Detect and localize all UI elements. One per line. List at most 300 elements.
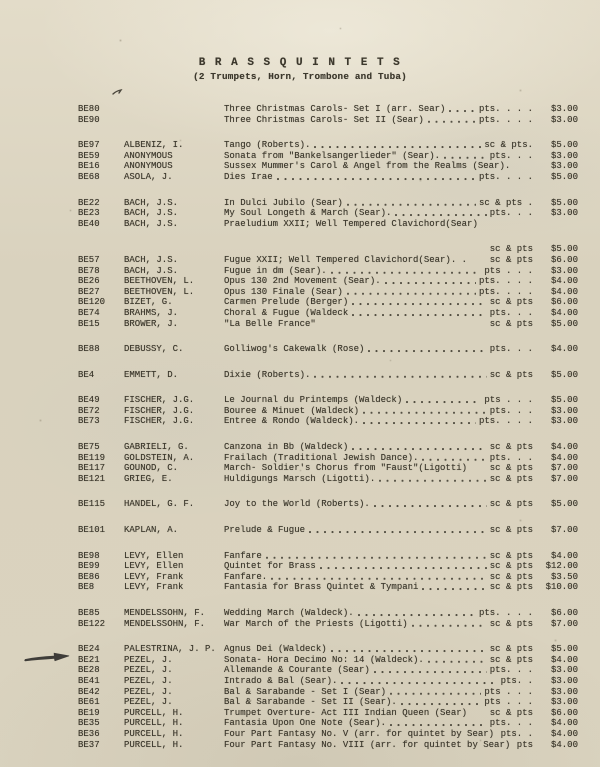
catalog-code: BE90 [78, 114, 100, 125]
catalog-code: BE80 [78, 104, 100, 114]
catalog-code: BE41 [78, 675, 100, 686]
dot-leader [470, 708, 487, 719]
price-label: $3.00 [550, 114, 578, 125]
piece-title: Intrado & Bal (Sear). [224, 675, 338, 686]
composer-name: BACH, J.S. [124, 254, 179, 265]
piece-title: In Dulci Jubilo (Sear) [224, 197, 343, 208]
dot-leader [421, 582, 486, 593]
catalog-code: BE24 [78, 644, 100, 655]
catalog-group [78, 140, 578, 182]
catalog-code: BE36 [78, 728, 100, 739]
catalog-row [78, 665, 578, 676]
catalog-group [78, 370, 578, 381]
catalog-row [78, 608, 578, 619]
catalog-group [78, 499, 578, 510]
price-label: $3.50 [550, 571, 578, 582]
catalog-code: BE21 [78, 654, 100, 665]
price-label: $3.00 [550, 104, 578, 114]
catalog-code: BE115 [78, 499, 106, 510]
catalog-code: BE61 [78, 697, 100, 708]
catalog-code: BE97 [78, 140, 100, 151]
catalog-group [78, 395, 578, 427]
catalog-group [78, 442, 578, 484]
composer-name: BEETHOVEN, L. [124, 276, 195, 287]
dot-leader [276, 172, 476, 183]
price-label: $5.00 [550, 244, 578, 255]
composer-name: BROWER, J. [124, 318, 179, 329]
price-label: $3.00 [550, 675, 578, 686]
composer-name: PEZEL, J. [124, 686, 173, 697]
piece-title: Opus 130 Finale (Sear) [224, 286, 343, 297]
composer-name: PURCELL, H. [124, 718, 184, 729]
price-label: $4.00 [550, 344, 578, 355]
price-label: $4.00 [550, 286, 578, 297]
supply-label: pts. . . [489, 150, 533, 161]
supply-label: pts. . . . [478, 104, 533, 114]
catalog-row [78, 319, 578, 330]
composer-name: BACH, J.S. [124, 197, 179, 208]
dot-leader [351, 442, 487, 453]
dot-leader [378, 474, 487, 485]
dot-leader [389, 687, 481, 698]
composer-name: GOUNOD, C. [124, 463, 179, 474]
dot-leader [427, 115, 476, 126]
piece-title: Four Part Fantasy No. V (arr. for quintet by Sear) [224, 728, 495, 739]
piece-title: Sonata- Hora Decimo No: 14 (Waldeck). [224, 654, 424, 665]
catalog-row [78, 474, 578, 485]
dot-leader [384, 276, 476, 287]
dot-leader [427, 655, 487, 666]
catalog-row [78, 370, 578, 381]
supply-label: pts. . . [489, 718, 533, 729]
dot-leader [513, 740, 514, 751]
supply-label: pts. . . [489, 452, 533, 463]
catalog-code: BE40 [78, 218, 100, 229]
catalog-row [78, 499, 578, 510]
catalog-code: BE37 [78, 739, 100, 750]
price-label: $4.00 [550, 307, 578, 318]
supply-label: sc & pts [489, 254, 533, 265]
piece-title: Dies Irae [224, 171, 273, 182]
price-label: $5.00 [550, 644, 578, 655]
catalog-row [78, 297, 578, 308]
price-label: $4.00 [550, 728, 578, 739]
catalog-code: BE26 [78, 276, 100, 287]
price-label: $7.00 [550, 618, 578, 629]
price-label: $3.00 [550, 665, 578, 676]
catalog-row [78, 697, 578, 708]
supply-label: pts . . . [484, 686, 533, 697]
dot-leader [405, 395, 481, 406]
catalog-code: BE75 [78, 442, 100, 453]
supply-label: pts. . . . [478, 416, 533, 427]
supply-label: sc & pts [489, 561, 533, 572]
price-label: $3.00 [550, 265, 578, 276]
catalog-row [78, 208, 578, 219]
catalog-code: BE121 [78, 473, 106, 484]
catalog-code: BE35 [78, 718, 100, 729]
composer-name: BACH, J.S. [124, 208, 179, 219]
catalog-row [78, 161, 578, 172]
piece-title: Frailach (Traditional Jewish Dance). [224, 452, 419, 463]
dot-leader [470, 255, 487, 266]
price-label: $12.00 [545, 561, 578, 572]
dot-leader [346, 287, 476, 298]
price-label: $5.00 [550, 140, 578, 151]
dot-leader [389, 718, 487, 729]
supply-label: sc & pts [489, 297, 533, 308]
composer-name: FISCHER, J.G. [124, 405, 195, 416]
piece-title: Huldigungs Marsch (Ligotti). [224, 473, 376, 484]
composer-name: BACH, J.S. [124, 265, 179, 276]
piece-title: Dixie (Roberts). [224, 369, 311, 380]
catalog-row [78, 708, 578, 719]
price-label: $5.00 [550, 499, 578, 510]
composer-name: DEBUSSY, C. [124, 344, 184, 355]
price-label: $7.00 [550, 525, 578, 536]
piece-title: Tango (Roberts). [224, 140, 311, 151]
dot-leader [367, 344, 486, 355]
dot-leader [308, 525, 487, 536]
supply-label: sc & pts [489, 654, 533, 665]
dot-leader [270, 572, 487, 583]
dot-leader [265, 551, 487, 562]
dot-leader [394, 208, 486, 219]
supply-label: sc & pts [489, 473, 533, 484]
piece-title: "La Belle France" [224, 318, 316, 329]
price-label: $6.00 [550, 707, 578, 718]
piece-title: Choral & Fugue (Waldeck [224, 307, 349, 318]
page-header [0, 57, 600, 82]
catalog-code: BE4 [78, 369, 95, 380]
piece-title: Trumpet Overture- Act III Indian Queen (Sear) [224, 707, 468, 718]
supply-label: pts. . . . [478, 114, 533, 125]
catalog-row [78, 551, 578, 562]
dot-leader [481, 219, 530, 230]
page-title: B R A S S Q U I N T E T S [198, 57, 402, 69]
catalog-row [78, 198, 578, 209]
price-label: $6.00 [550, 254, 578, 265]
catalog-code: BE68 [78, 171, 100, 182]
dot-leader [330, 644, 487, 655]
catalog-row [78, 525, 578, 536]
supply-label: pts. . . . [478, 276, 533, 287]
piece-title: Carmen Prelude (Berger) [224, 297, 349, 308]
catalog-code: BE19 [78, 707, 100, 718]
supply-label: pts. . . . [478, 608, 533, 618]
piece-title: Fanfare. [224, 571, 268, 582]
piece-title: Sussex Mummer's Carol & Angel from the Realms (Sear). [224, 161, 511, 172]
piece-title: Fugue XXII; Well Tempered Clavichord(Sear). . [224, 254, 468, 265]
supply-label: sc & pts [489, 442, 533, 453]
dot-leader [400, 697, 482, 708]
price-label: $4.00 [550, 442, 578, 453]
supply-label: pts. . [500, 675, 533, 686]
catalog-code: BE59 [78, 150, 100, 161]
supply-label: sc & pts [489, 644, 533, 655]
dot-leader [227, 244, 487, 255]
composer-name: PURCELL, H. [124, 739, 184, 750]
supply-label: pts . . . [484, 697, 533, 708]
dot-leader [362, 416, 476, 427]
catalog-group [78, 198, 578, 230]
catalog-code: BE57 [78, 254, 100, 265]
catalog-row [78, 619, 578, 630]
price-label: $6.00 [550, 608, 578, 618]
catalog-row [78, 416, 578, 427]
supply-label: sc & pts [489, 369, 533, 380]
composer-name: PEZEL, J. [124, 654, 173, 665]
composer-name: PURCELL, H. [124, 707, 184, 718]
catalog-code: BE120 [78, 297, 106, 308]
catalog-code: BE85 [78, 608, 100, 618]
catalog-row [78, 255, 578, 266]
catalog-row [78, 463, 578, 474]
price-label: $4.00 [550, 739, 578, 750]
catalog-row [78, 287, 578, 298]
catalog-code: BE28 [78, 665, 100, 676]
catalog-row [78, 266, 578, 277]
supply-label: pts. . . [489, 208, 533, 219]
catalog-row [78, 453, 578, 464]
catalog-row [78, 104, 578, 115]
catalog-row [78, 655, 578, 666]
price-label: $3.00 [550, 686, 578, 697]
catalog-list [78, 104, 578, 765]
supply-label: sc & pts [489, 463, 533, 474]
supply-label: sc & pts [489, 618, 533, 629]
piece-title: Sonata from "Bankelsangerlieder" (Sear). [224, 150, 441, 161]
piece-title: Joy to the World (Roberts). [224, 499, 370, 510]
dot-leader [319, 319, 487, 330]
catalog-row [78, 406, 578, 417]
dot-leader [448, 104, 476, 115]
composer-name: FISCHER, J.G. [124, 395, 195, 406]
catalog-row [78, 561, 578, 572]
catalog-row [78, 718, 578, 729]
catalog-row [78, 582, 578, 593]
composer-name: KAPLAN, A. [124, 525, 179, 536]
piece-title: War March of the Priests (Ligotti) [224, 618, 408, 629]
catalog-group [78, 104, 578, 125]
catalog-code: BE88 [78, 344, 100, 355]
price-label: $6.00 [550, 297, 578, 308]
catalog-row [78, 140, 578, 151]
catalog-code: BE23 [78, 208, 100, 219]
supply-label: sc & pts [489, 525, 533, 536]
catalog-code: BE99 [78, 561, 100, 572]
catalog-row [78, 276, 578, 287]
composer-name: GABRIELI, G. [124, 442, 189, 453]
catalog-code: BE15 [78, 318, 100, 329]
piece-title: Agnus Dei (Waldeck) [224, 644, 327, 655]
supply-label: sc & pts [489, 318, 533, 329]
dot-leader [313, 370, 486, 381]
supply-label: pts. . . [489, 405, 533, 416]
catalog-row [78, 676, 578, 687]
dot-leader [357, 608, 476, 619]
price-label: $3.00 [550, 161, 578, 172]
price-label: $3.00 [550, 208, 578, 219]
catalog-row [78, 729, 578, 740]
catalog-code: BE98 [78, 550, 100, 561]
composer-name: LEVY, Frank [124, 571, 184, 582]
catalog-code: BE22 [78, 197, 100, 208]
price-label: $4.00 [550, 654, 578, 665]
margin-arrow-annotation [24, 650, 72, 664]
catalog-row [78, 687, 578, 698]
piece-title: Three Christmas Carols- Set I (arr. Sear) [224, 104, 446, 114]
supply-label: sc & pts. [484, 140, 533, 151]
composer-name: LEVY, Ellen [124, 550, 184, 561]
piece-title: Fantasia Upon One Note (Sear). [224, 718, 387, 729]
piece-title: Le Journal du Printemps (Waldeck) [224, 395, 403, 406]
pen-tick-mark [112, 88, 124, 98]
supply-label: pts. . . . [478, 286, 533, 297]
catalog-row [78, 740, 578, 751]
composer-name: ALBENIZ, I. [124, 140, 184, 151]
catalog-code: BE117 [78, 463, 106, 474]
supply-label: pts . . . [484, 395, 533, 406]
catalog-row [78, 442, 578, 453]
piece-title: Golliwog's Cakewalk (Rose) [224, 344, 365, 355]
catalog-group [78, 525, 578, 536]
composer-name: BACH, J.S. [124, 218, 179, 229]
catalog-code: BE119 [78, 452, 106, 463]
supply-label: sc & pts [489, 499, 533, 510]
dot-leader [470, 463, 487, 474]
supply-label: pts. . . [489, 344, 533, 355]
dot-leader [497, 729, 498, 740]
catalog-group [78, 644, 578, 750]
composer-name: LEVY, Frank [124, 582, 184, 593]
composer-name: GOLDSTEIN, A. [124, 452, 195, 463]
composer-name: BIZET, G. [124, 297, 173, 308]
catalog-row [78, 219, 578, 230]
supply-label: sc & pts [489, 571, 533, 582]
composer-name: PALESTRINA, J. P. [124, 644, 216, 655]
catalog-code: BE86 [78, 571, 100, 582]
price-label: $5.00 [550, 395, 578, 406]
supply-label: pts. . . [489, 307, 533, 318]
dot-leader [319, 561, 487, 572]
catalog-row [78, 115, 578, 126]
dot-leader [373, 499, 487, 510]
piece-title: Bouree & Minuet (Waldeck) [224, 405, 360, 416]
piece-title: Four Part Fantasy No. VIII (arr. for quintet by Sear) [224, 739, 511, 750]
catalog-row [78, 172, 578, 183]
piece-title: Entree & Rondo (Waldeck). [224, 416, 360, 427]
catalog-code: BE74 [78, 307, 100, 318]
price-label: $3.00 [550, 405, 578, 416]
catalog-code: BE101 [78, 525, 106, 536]
price-label: $4.00 [550, 550, 578, 561]
catalog-row [78, 344, 578, 355]
supply-label: sc & pts [489, 707, 533, 718]
piece-title: Allemande & Courante (Sear) [224, 665, 370, 676]
page-subtitle: (2 Trumpets, Horn, Trombone and Tuba) [193, 71, 407, 82]
piece-title: Wedding March (Waldeck). [224, 608, 354, 618]
composer-name: MENDELSSOHN, F. [124, 618, 206, 629]
composer-name: ASOLA, J. [124, 171, 173, 182]
catalog-code: BE72 [78, 405, 100, 416]
dot-leader [346, 198, 476, 209]
dot-leader [330, 266, 482, 277]
supply-label: pts. . [500, 728, 533, 739]
piece-title: Praeludium XXII; Well Tempered Clavichord(Sear) [224, 218, 478, 229]
piece-title: Prelude & Fugue [224, 525, 306, 536]
price-label: $5.00 [550, 369, 578, 380]
composer-name: BEETHOVEN, L. [124, 286, 195, 297]
catalog-code: BE16 [78, 161, 100, 172]
composer-name: ANONYMOUS [124, 161, 173, 172]
supply-label: pts. . . [489, 665, 533, 676]
dot-leader [443, 151, 487, 162]
dot-leader [411, 619, 487, 630]
composer-name: FISCHER, J.G. [124, 416, 195, 427]
piece-title: Fantasia for Brass Quintet & Tympani [224, 582, 419, 593]
dot-leader [340, 676, 497, 687]
price-label: $3.00 [550, 416, 578, 427]
paper-noise [0, 0, 1, 1]
price-label: $7.00 [550, 463, 578, 474]
catalog-code: BE78 [78, 265, 100, 276]
catalog-code: BE122 [78, 618, 106, 629]
composer-name: MENDELSSOHN, F. [124, 608, 206, 618]
price-label: $4.00 [550, 452, 578, 463]
piece-title: Quintet for Brass [224, 561, 316, 572]
price-label: $4.00 [550, 276, 578, 287]
price-label: $5.00 [550, 171, 578, 182]
composer-name: PEZEL, J. [124, 697, 173, 708]
piece-title: My Soul Longeth & March (Sear). [224, 208, 392, 219]
composer-name: BRAHMS, J. [124, 307, 179, 318]
catalog-code: BE8 [78, 582, 95, 593]
catalog-row [78, 151, 578, 162]
dot-leader [421, 453, 486, 464]
piece-title: Three Christmas Carols- Set II (Sear) [224, 114, 424, 125]
piece-title: Opus 130 2nd Movement (Sear). [224, 276, 381, 287]
supply-label: sc & pts [489, 582, 533, 593]
composer-name: ANONYMOUS [124, 150, 173, 161]
supply-label: sc & pts . [478, 197, 533, 208]
price-label: $5.00 [550, 318, 578, 329]
catalog-group [78, 344, 578, 355]
catalog-row [78, 244, 578, 255]
composer-name: LEVY, Ellen [124, 561, 184, 572]
composer-name: HANDEL, G. F. [124, 499, 195, 510]
catalog-code: BE73 [78, 416, 100, 427]
piece-title: Canzona in Bb (Waldeck) [224, 442, 349, 453]
price-label: $3.00 [550, 150, 578, 161]
price-label: $7.00 [550, 473, 578, 484]
price-label: $3.00 [550, 697, 578, 708]
piece-title: Bal & Sarabande - Set I (Sear) [224, 686, 387, 697]
catalog-group [78, 551, 578, 593]
piece-title: March- Soldier's Chorus from "Faust"(Ligotti) [224, 463, 468, 474]
supply-label: pts . . . [484, 265, 533, 276]
dot-leader [351, 297, 487, 308]
piece-title: Fugue in dm (Sear). [224, 265, 327, 276]
supply-label: sc & pts [489, 550, 533, 561]
composer-name: EMMETT, D. [124, 369, 179, 380]
catalog-code: BE49 [78, 395, 100, 406]
supply-label: pts. . . . [478, 171, 533, 182]
composer-name: GRIEG, E. [124, 473, 173, 484]
catalog-row [78, 572, 578, 583]
price-label: $10.00 [545, 582, 578, 593]
catalog-row [78, 308, 578, 319]
